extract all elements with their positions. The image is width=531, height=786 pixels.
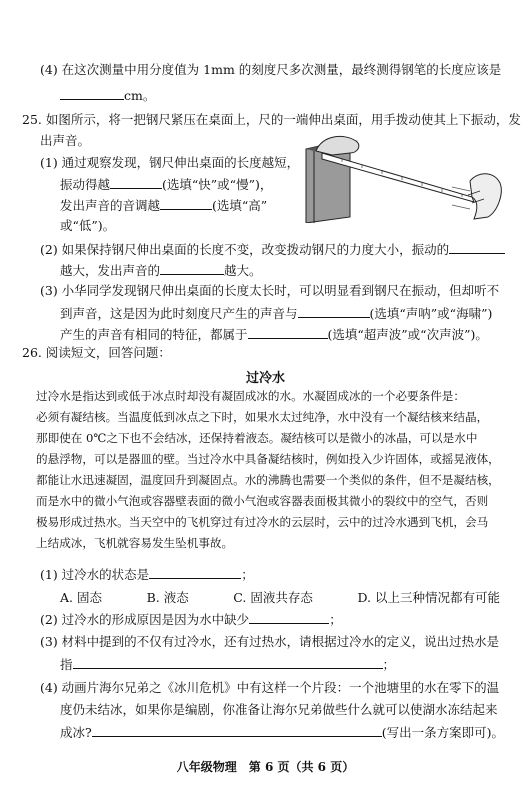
- q24-item4-text: (4) 在这次测量中用分度值为 1mm 的刻度尺多次测量，最终测得钢笔的长度应该是: [40, 62, 502, 77]
- q26-stem: 26. 阅读短文，回答问题：: [22, 345, 171, 360]
- passage-body: [36, 386, 506, 554]
- q25-sub3-text-b: 产生的声音有相同的特征，都属于: [60, 327, 248, 342]
- q25-sub2-text-b: 越大，发出声音的: [60, 263, 161, 278]
- q26-sub4-text: 成冰?: [60, 725, 92, 740]
- passage-line: 过冷水是指达到或低于冰点时却没有凝固成冰的水。水凝固成冰的一个必要条件是：: [36, 389, 465, 403]
- q25-stem-line2: 出声音。: [40, 133, 91, 148]
- q26-sub1-blank[interactable]: [149, 566, 241, 579]
- right-hand-shape: [470, 174, 501, 219]
- q24-item4-answer-line: [60, 87, 155, 104]
- q26-sub2-line: [40, 611, 342, 628]
- q25-sub1-blank-1[interactable]: [110, 176, 162, 189]
- left-hand-shape: [316, 136, 359, 155]
- passage-line: 极易形成过热水。当天空中的飞机穿过有过冷水的云层时，云中的过冷水遇到飞机，会马: [36, 515, 489, 529]
- q26-sub4-hint: (写出一条方案即可)。: [381, 725, 504, 740]
- q25-sub2-line1: [40, 241, 505, 258]
- q25-sub1-line1: (1) 通过观察发现，钢尺伸出桌面的长度越短，: [40, 155, 300, 170]
- q25-sub3-hint-b: (选填“超声波”或“次声波”)。: [327, 327, 488, 342]
- q26-sub3-end: ；: [382, 657, 396, 672]
- q26-sub2-blank[interactable]: [249, 611, 329, 624]
- q25-sub1-hint-b: (选填“高”: [212, 198, 268, 213]
- q26-sub4-line2: 度仍未结冰，如果你是编剧，你准备让海尔兄弟做些什么就可以使湖水冻结起来: [60, 702, 498, 717]
- option-c[interactable]: C. 固液共存态: [233, 590, 313, 605]
- q25-sub3-text-a: 到声音，这是因为此时刻度尺产生的声音与: [60, 306, 298, 321]
- q26-sub2-end: ；: [329, 612, 342, 627]
- q26-sub2-text: (2) 过冷水的形成原因是因为水中缺少: [40, 612, 250, 627]
- q25-sub1-text-b: 发出声音的音调越: [60, 198, 161, 213]
- q25-sub3-line3: [60, 326, 488, 343]
- passage-title: 过冷水: [245, 371, 285, 386]
- q25-sub1-blank-2[interactable]: [160, 197, 212, 210]
- passage-line: 必须有凝结核。当温度低到冰点之下时，如果水太过纯净，水中没有一个凝结核来结晶，: [36, 410, 489, 424]
- option-a[interactable]: A. 固态: [60, 590, 102, 605]
- q26-sub3-line1: (3) 材料中提到的不仅有过冷水，还有过热水，请根据过冷水的定义，说出过热水是: [40, 634, 500, 649]
- q25-sub2-blank-1[interactable]: [449, 241, 505, 254]
- q26-sub1-end: ；: [241, 567, 254, 582]
- passage-line: 那即使在 0℃之下也不会结冰，还保持着液态。凝结核可以是微小的冰晶，可以是水中: [36, 431, 478, 445]
- q24-unit: cm。: [124, 88, 156, 103]
- q26-sub3-text: 指: [60, 657, 73, 672]
- q25-sub2-blank-2[interactable]: [160, 262, 224, 275]
- q25-sub3-blank-2[interactable]: [248, 326, 328, 339]
- passage-line: 上结成冰，飞机就容易发生坠机事故。: [36, 536, 234, 550]
- q25-stem-line1: 25. 如图所示，将一把钢尺紧压在桌面上，尺的一端伸出桌面，用手拨动使其上下振动，发: [22, 112, 521, 127]
- q26-sub3-line2: [60, 656, 395, 673]
- q26-sub4-line3: [60, 724, 504, 741]
- q25-sub3-line1: (3) 小华同学发现钢尺伸出桌面的长度太长时，可以明显看到钢尺在振动，但却听不: [40, 283, 500, 298]
- passage-line: 的悬浮物，可以是器皿的壁。当过冷水中具备凝结核时，例如投入少许固体，或摇晃液体，: [36, 452, 500, 466]
- q25-sub3-blank-1[interactable]: [298, 305, 370, 318]
- q25-sub1-line3: [60, 197, 267, 214]
- q25-sub2-text: (2) 如果保持钢尺伸出桌面的长度不变，改变拨动钢尺的力度大小，振动的: [40, 242, 450, 257]
- q26-sub4-blank[interactable]: [92, 724, 382, 737]
- option-d[interactable]: D. 以上三种情况都有可能: [357, 590, 500, 605]
- q25-sub3-hint-a: (选填“声呐”或“海啸”): [369, 306, 493, 321]
- q25-sub1-hint-a: (选填“快”或“慢”)，: [162, 177, 273, 192]
- q26-sub1-options: [60, 588, 500, 606]
- q24-answer-blank[interactable]: [60, 87, 124, 100]
- option-b[interactable]: B. 液态: [146, 590, 189, 605]
- q26-sub1-text: (1) 过冷水的状态是: [40, 567, 150, 582]
- ruler-vibration-figure: [302, 131, 508, 223]
- q25-sub1-line2: [60, 176, 272, 193]
- page-footer: 八年级物理 第 6 页（共 6 页）: [176, 760, 355, 774]
- q25-sub3-line2: [60, 305, 492, 322]
- passage-line: 而是水中的微小气泡或容器壁表面的微小气泡或容器表面极其微小的裂纹中的空气，否则: [36, 494, 489, 508]
- q26-sub3-blank[interactable]: [73, 656, 383, 669]
- q26-sub4-line1: (4) 动画片海尔兄弟之《冰川危机》中有这样一个片段：一个池塘里的水在零下的温: [40, 680, 500, 695]
- q25-sub1-text-a: 振动得越: [60, 177, 111, 192]
- q25-sub1-line4: 或“低”)。: [60, 218, 116, 233]
- passage-line: 都能让水迅速凝固，温度回升到凝固点。水的沸腾也需要一个类似的条件，但不是凝结核，: [36, 473, 500, 487]
- q25-sub2-line2: [60, 262, 262, 279]
- q26-sub1-line: [40, 566, 254, 583]
- q25-sub2-text-c: 越大。: [224, 263, 262, 278]
